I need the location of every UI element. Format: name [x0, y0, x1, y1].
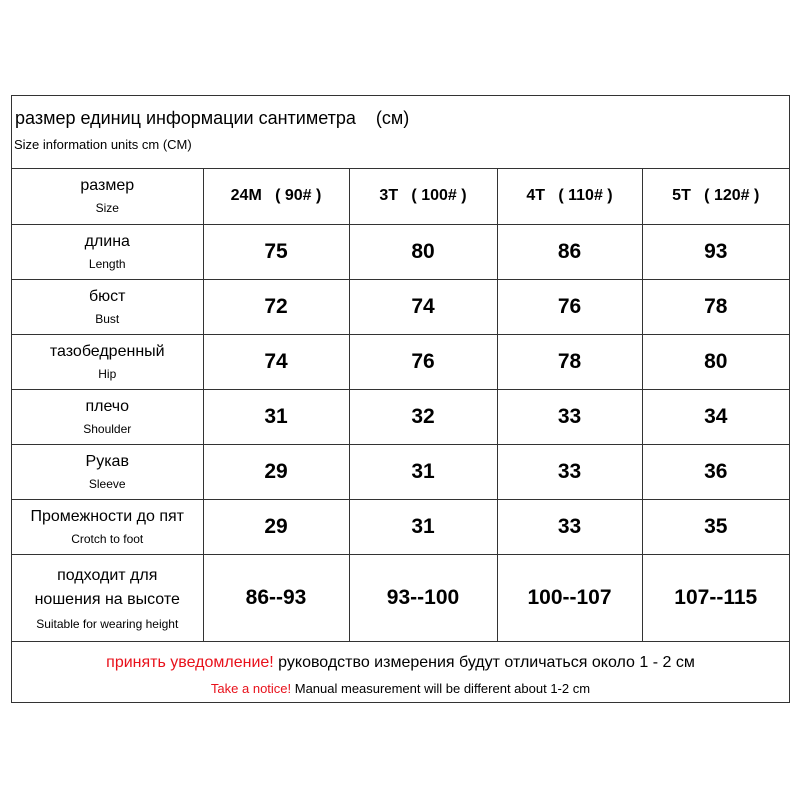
value-cell: 78	[497, 334, 642, 389]
notice-ru-highlight: принять уведомление!	[106, 654, 274, 671]
value-cell: 34	[642, 389, 789, 444]
row-label-ru: Промежности до пят	[30, 507, 184, 525]
row-label-en: Shoulder	[83, 421, 132, 436]
value-cell: 80	[349, 224, 497, 279]
size-label-cell	[12, 169, 203, 224]
size-24m-header: 24M ( 90# )	[203, 169, 349, 224]
value-cell: 74	[349, 279, 497, 334]
row-label-ru: бюст	[89, 287, 126, 305]
size-5t-header: 5T ( 120# )	[642, 169, 789, 224]
row-label-en: Sleeve	[88, 476, 126, 491]
value-cell: 100--107	[497, 554, 642, 641]
table-row-length	[12, 224, 789, 279]
row-label	[12, 334, 203, 389]
value-cell: 72	[203, 279, 349, 334]
value-cell: 107--115	[642, 554, 789, 641]
table-row-bust	[12, 279, 789, 334]
value-cell: 33	[497, 444, 642, 499]
value-cell: 80	[642, 334, 789, 389]
size-label-en: Size	[95, 201, 119, 216]
value-cell: 33	[497, 389, 642, 444]
table-row-hip	[12, 334, 789, 389]
value-cell: 86	[497, 224, 642, 279]
row-label	[12, 389, 203, 444]
notice-ru-text: руководство измерения будут отличаться около 1 - 2 см	[273, 654, 695, 671]
row-label	[12, 279, 203, 334]
row-label-en: Crotch to foot	[71, 531, 144, 546]
size-chart	[11, 95, 790, 703]
value-cell: 31	[349, 444, 497, 499]
row-label-ru-line2: ношения на высоте	[34, 590, 180, 608]
value-cell: 78	[642, 279, 789, 334]
notice-en	[12, 681, 789, 696]
notice-en-text: Manual measurement will be different about 1-2 cm	[291, 681, 591, 696]
value-cell: 36	[642, 444, 789, 499]
size-label-ru: размер	[80, 177, 135, 195]
size-table	[12, 169, 789, 642]
table-row-shoulder	[12, 389, 789, 444]
row-label-en: Suitable for wearing height	[36, 616, 179, 631]
value-cell: 86--93	[203, 554, 349, 641]
row-label-ru: Рукав	[85, 452, 129, 470]
row-label-en: Bust	[95, 311, 120, 326]
title-ru: размер единиц информации сантиметра (см)	[15, 108, 410, 128]
value-cell: 35	[642, 499, 789, 554]
row-label	[12, 444, 203, 499]
table-row-sleeve	[12, 444, 789, 499]
title-en: Size information units cm (CM)	[14, 137, 192, 152]
row-label-en: Length	[88, 256, 126, 271]
row-label-ru: плечо	[85, 397, 130, 415]
row-label-ru-line1: подходит для	[57, 566, 158, 584]
value-cell: 29	[203, 499, 349, 554]
value-cell: 29	[203, 444, 349, 499]
row-label	[12, 554, 203, 641]
row-label	[12, 224, 203, 279]
notice-block	[12, 647, 789, 702]
notice-en-highlight: Take a notice!	[210, 681, 292, 696]
size-4t-header: 4T ( 110# )	[497, 169, 642, 224]
row-label-en: Hip	[98, 366, 117, 381]
value-cell: 76	[497, 279, 642, 334]
table-row-height	[12, 554, 789, 641]
row-label	[12, 499, 203, 554]
value-cell: 31	[349, 499, 497, 554]
row-label-ru: длина	[84, 232, 130, 250]
value-cell: 32	[349, 389, 497, 444]
value-cell: 93--100	[349, 554, 497, 641]
header-row	[12, 169, 789, 224]
value-cell: 93	[642, 224, 789, 279]
size-3t-header: 3T ( 100# )	[349, 169, 497, 224]
value-cell: 76	[349, 334, 497, 389]
row-label-ru: тазобедренный	[49, 342, 165, 360]
value-cell: 33	[497, 499, 642, 554]
value-cell: 74	[203, 334, 349, 389]
value-cell: 75	[203, 224, 349, 279]
value-cell: 31	[203, 389, 349, 444]
table-row-crotch-to-foot	[12, 499, 789, 554]
title-block	[12, 96, 789, 169]
notice-ru	[12, 654, 789, 672]
